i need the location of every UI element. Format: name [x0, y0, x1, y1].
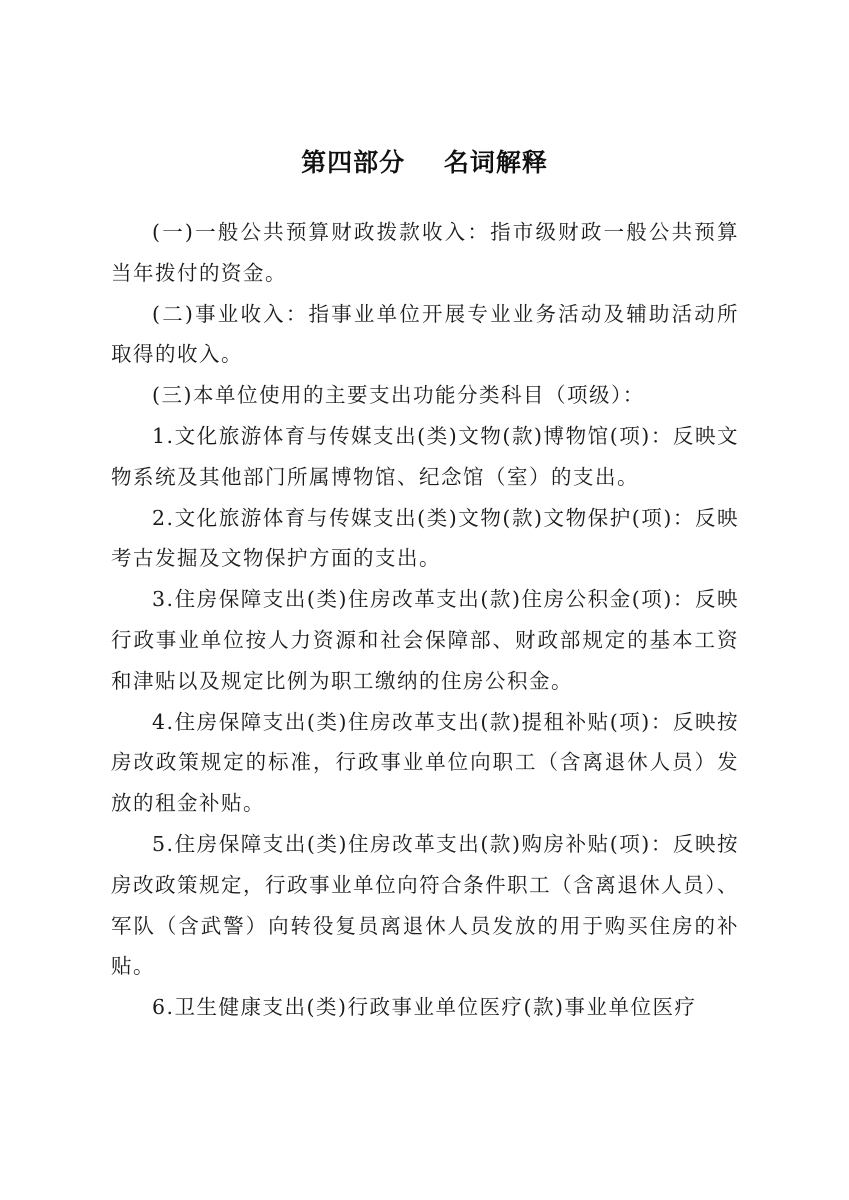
paragraph-item-3: 3.住房保障支出(类)住房改革支出(款)住房公积金(项)：反映行政事业单位按人力资源和社会保障部、财政部规定的基本工资和津贴以及规定比例为职工缴纳的住房公积金。: [111, 587, 739, 693]
paragraph-general-budget-income: (一)一般公共预算财政拨款收入：指市级财政一般公共预算当年拨付的资金。: [111, 220, 739, 285]
page-title: 第四部分 名词解释: [301, 148, 548, 177]
paragraph-item-6: 6.卫生健康支出(类)行政事业单位医疗(款)事业单位医疗: [152, 995, 697, 1020]
paragraph-item-5: 5.住房保障支出(类)住房改革支出(款)购房补贴(项)：反映按房改政策规定，行政事业单位向符合条件职工（含离退休人员）、军队（含武警）向转役复员离退休人员发放的用于购买住房的补贴。: [111, 831, 739, 979]
paragraph-expenditure-heading: (三)本单位使用的主要支出功能分类科目（项级）：: [152, 383, 645, 408]
document-body: [111, 212, 739, 1028]
paragraph-business-income: (二)事业收入：指事业单位开展专业业务活动及辅助活动所取得的收入。: [111, 301, 739, 367]
paragraph-item-2: 2.文化旅游体育与传媒支出(类)文物(款)文物保护(项)：反映考古发掘及文物保护方面的支出。: [111, 505, 739, 571]
paragraph-item-1: 1.文化旅游体育与传媒支出(类)文物(款)博物馆(项)：反映文物系统及其他部门所属博物馆、纪念馆（室）的支出。: [111, 423, 739, 489]
paragraph-item-4: 4.住房保障支出(类)住房改革支出(款)提租补贴(项)：反映按房改政策规定的标准，行政事业单位向职工（含离退休人员）发放的租金补贴。: [111, 709, 739, 816]
